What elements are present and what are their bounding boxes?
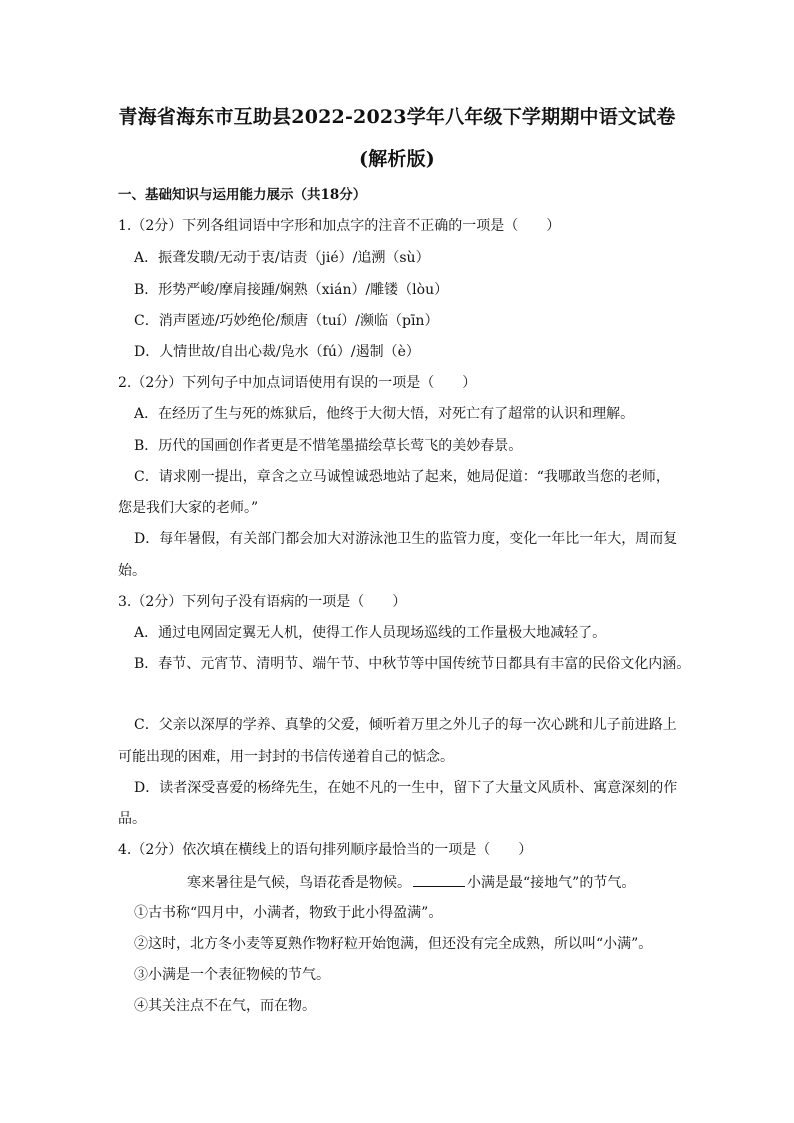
question-3-option-c-line1: C．父亲以深厚的学养、真挚的父爱，倾听着万里之外儿子的每一次心跳和儿子前进路上 xyxy=(134,717,677,733)
question-2-option-c-line1: C．请求刚一提出，章含之立马诚惶诚恐地站了起来，她局促道：“我哪敢当您的老师， xyxy=(134,469,670,485)
question-1-stem: 1.（2分）下列各组词语中字形和加点字的注音不正确的一项是（ ） xyxy=(118,218,561,234)
answer-blank xyxy=(413,873,465,887)
question-4-sentence-2: ②这时，北方冬小麦等夏熟作物籽粒开始饱满，但还没有完全成熟，所以叫“小满”。 xyxy=(134,936,653,952)
question-2-option-d-line1: D．每年暑假，有关部门都会加大对游泳池卫生的监管力度，变化一年比一年大，周而复 xyxy=(134,531,678,547)
question-4-sentence-4: ④其关注点不在气，而在物。 xyxy=(134,998,316,1014)
question-3-option-d-line1: D．读者深受喜爱的杨绛先生，在她不凡的一生中，留下了大量文风质朴、寓意深刻的作 xyxy=(134,780,678,796)
question-3-option-d-line2: 品。 xyxy=(118,811,146,827)
question-4-sentence-3: ③小满是一个表征物候的节气。 xyxy=(134,967,330,983)
question-2-stem: 2.（2分）下列句子中加点词语使用有误的一项是（ ） xyxy=(118,375,477,391)
section-heading: 一、基础知识与运用能力展示（共18分） xyxy=(118,187,367,203)
exam-title-line1: 青海省海东市互助县2022-2023学年八年级下学期期中语文试卷 xyxy=(118,106,676,128)
question-3-option-c-line2: 可能出现的困难，用一封封的书信传递着自己的惦念。 xyxy=(118,749,454,765)
question-3-stem: 3.（2分）下列句子没有语病的一项是（ ） xyxy=(118,594,407,610)
question-2-option-d-line2: 始。 xyxy=(118,563,146,579)
question-4-passage xyxy=(187,873,635,892)
question-1-option-c: C．消声匿迹/巧妙绝伦/颓唐（tuí）/濒临（pīn） xyxy=(134,313,439,329)
passage-text-before: 寒来暑往是气候，鸟语花香是物候。 xyxy=(187,875,411,891)
question-4-stem: 4.（2分）依次填在横线上的语句排列顺序最恰当的一项是（ ） xyxy=(118,842,533,858)
question-1-option-d: D．人情世故/自出心裁/凫水（fú）/遏制（è） xyxy=(134,344,420,360)
question-3-option-a: A．通过电网固定翼无人机，使得工作人员现场巡线的工作量极大地减轻了。 xyxy=(134,625,607,641)
question-2-option-c-line2: 您是我们大家的老师。” xyxy=(118,500,259,516)
passage-text-after: 小满是最“接地气”的节气。 xyxy=(467,875,636,891)
question-2-option-a: A．在经历了生与死的炼狱后，他终于大彻大悟，对死亡有了超常的认识和理解。 xyxy=(134,406,635,422)
question-3-option-b: B．春节、元宵节、清明节、端午节、中秋节等中国传统节日都具有丰富的民俗文化内涵。 xyxy=(134,656,691,672)
question-4-sentence-1: ①古书称“四月中，小满者，物致于此小得盈满”。 xyxy=(134,905,443,921)
question-1-option-b: B．形势严峻/摩肩接踵/娴熟（xián）/雕镂（lòu） xyxy=(134,282,449,298)
exam-title-line2: (解析版) xyxy=(359,148,435,170)
question-2-option-b: B．历代的国画创作者更是不惜笔墨描绘草长莺飞的美妙春景。 xyxy=(134,438,523,454)
question-1-option-a: A．振聋发聩/无动于衷/诘责（jié）/追溯（sù） xyxy=(134,250,430,266)
